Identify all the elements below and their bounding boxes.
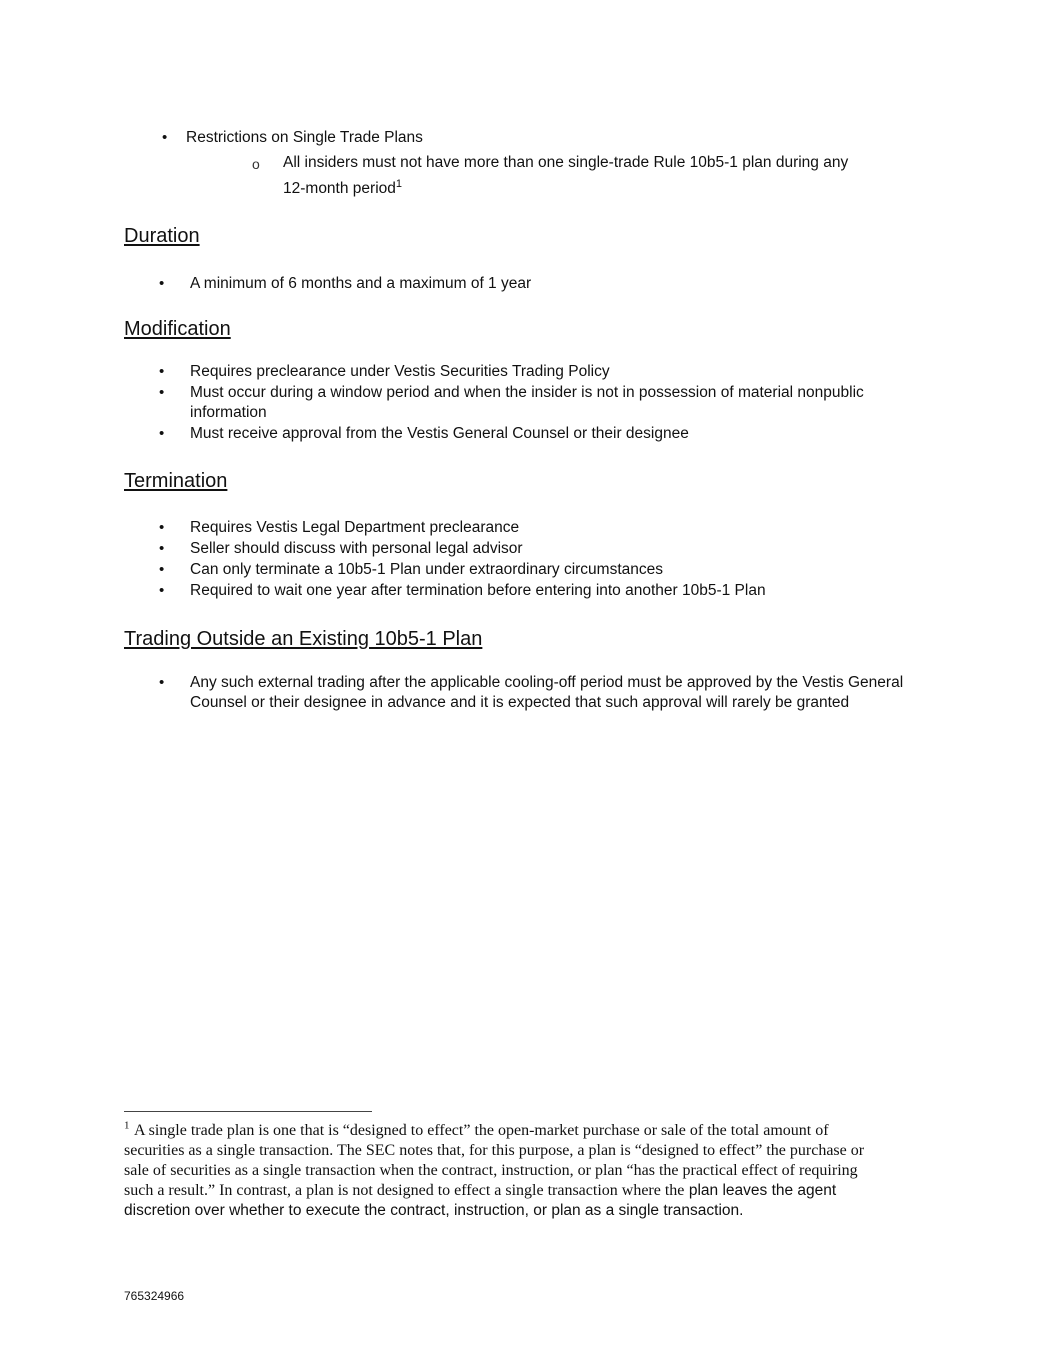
- bullet-marker: •: [159, 519, 165, 536]
- modification-item: Must receive approval from the Vestis General Counsel or their designee: [190, 425, 689, 442]
- footnote-text-sans: plan leaves the agent discretion over whether to execute the contract, instruction, or plan as a single transaction.: [124, 1182, 837, 1219]
- trading-outside-item: Any such external trading after the applicable cooling-off period must be approved by the Vestis General Counsel or their designee in advance and it is expected that such approval will rarely be granted: [190, 674, 904, 711]
- modification-item: Must occur during a window period and when the insider is not in possession of material nonpublic information: [190, 384, 864, 421]
- bullet-marker: •: [159, 674, 165, 691]
- restrictions-bullet-text: Restrictions on Single Trade Plans: [186, 129, 423, 146]
- termination-heading: Termination: [124, 470, 228, 492]
- bullet-marker: •: [159, 582, 165, 599]
- footnote-separator: [124, 1111, 372, 1112]
- bullet-marker: •: [159, 540, 165, 557]
- restrictions-sub-item-line2-text: 12-month period: [283, 180, 396, 197]
- restrictions-sub-item-line1: All insiders must not have more than one single-trade Rule 10b5-1 plan during any: [283, 154, 849, 171]
- document-id: 765324966: [124, 1289, 185, 1303]
- footnote-number: 1: [124, 1119, 130, 1132]
- footnote-reference[interactable]: 1: [395, 177, 402, 190]
- bullet-marker: •: [159, 363, 165, 380]
- termination-item: Can only terminate a 10b5-1 Plan under extraordinary circumstances: [190, 561, 663, 578]
- bullet-marker: •: [159, 275, 165, 292]
- duration-item: A minimum of 6 months and a maximum of 1 year: [190, 275, 532, 292]
- restrictions-sub-item-line2: [283, 179, 402, 199]
- termination-item: Requires Vestis Legal Department preclearance: [190, 519, 520, 536]
- bullet-marker: •: [162, 129, 168, 146]
- duration-heading: Duration: [124, 225, 200, 247]
- bullet-marker: •: [159, 561, 165, 578]
- termination-item: Seller should discuss with personal legal advisor: [190, 540, 523, 557]
- termination-item: Required to wait one year after termination before entering into another 10b5-1 Plan: [190, 582, 766, 599]
- sub-bullet-marker: o: [252, 156, 260, 172]
- bullet-marker: •: [159, 384, 165, 401]
- bullet-marker: •: [159, 425, 165, 442]
- trading-outside-heading: Trading Outside an Existing 10b5-1 Plan: [124, 628, 483, 650]
- footnote-text-serif: A single trade plan is one that is “designed to effect” the open-market purchase or sale of the total amount of securities as a single transaction. The SEC notes that, for this purpose, a plan is “designed to effect” the purchase or sale of securities as a single transaction when the contract, instruction, or plan “has the practical effect of requiring such a result.” In contrast, a plan is not designed to effect a single transaction where the: [124, 1122, 865, 1199]
- footnote: [124, 1121, 884, 1221]
- modification-item: Requires preclearance under Vestis Securities Trading Policy: [190, 363, 610, 380]
- modification-heading: Modification: [124, 318, 231, 340]
